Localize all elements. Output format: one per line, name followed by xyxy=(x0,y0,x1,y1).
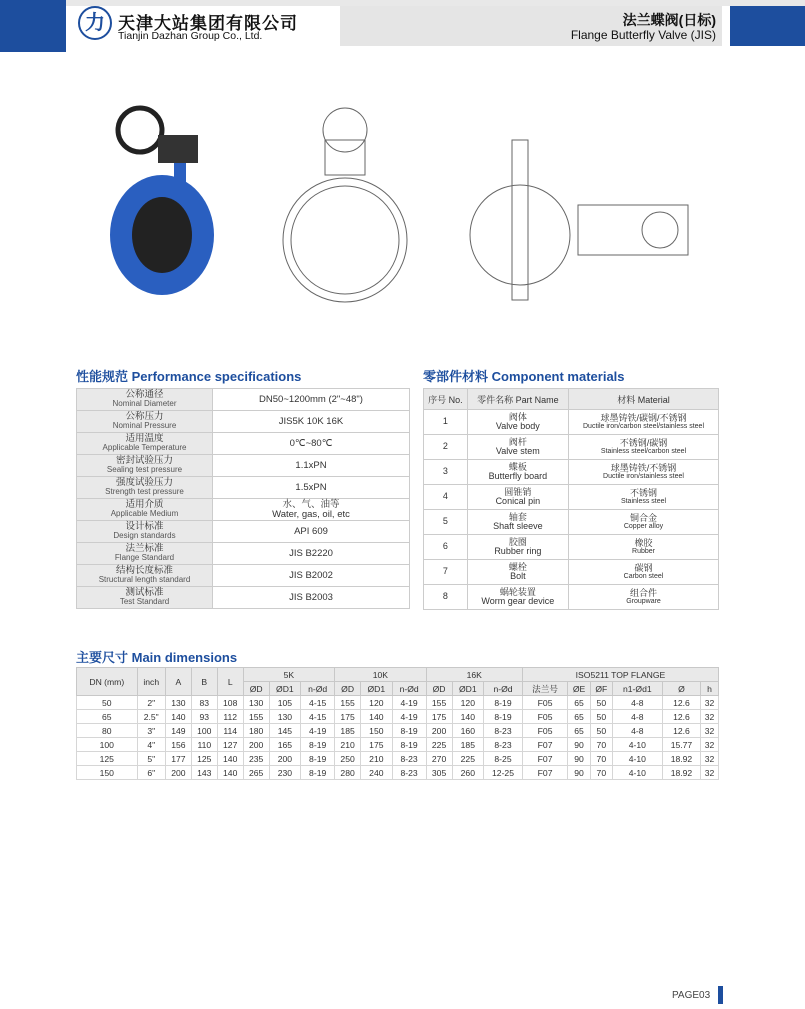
dims-cell: 150 xyxy=(361,724,393,738)
company-logo: 力 xyxy=(78,6,112,40)
perf-key xyxy=(77,433,213,455)
comp-part-cn: 阀杆 xyxy=(508,436,527,447)
dims-cell: 130 xyxy=(269,710,301,724)
perf-key-cn: 公称压力 xyxy=(125,411,164,423)
dims-cell: 114 xyxy=(217,724,243,738)
comp-part xyxy=(467,460,568,485)
comp-material-cn: 不锈钢/碳钢 xyxy=(619,437,668,448)
comp-part-en: Rubber ring xyxy=(494,546,542,556)
dims-cell: 200 xyxy=(243,738,269,752)
perf-key xyxy=(77,565,213,587)
perf-value: JIS B2220 xyxy=(213,543,410,565)
perf-row xyxy=(77,389,410,411)
comp-row xyxy=(424,510,719,535)
components-table xyxy=(423,388,719,610)
comp-part-en: Shaft sleeve xyxy=(493,521,543,531)
perf-key-cn: 适用介质 xyxy=(125,499,164,511)
dims-cell: 160 xyxy=(452,724,484,738)
dims-subheader-cell: ØD1 xyxy=(361,682,393,696)
perf-key-cn: 密封试验压力 xyxy=(115,455,173,467)
dims-cell: 8-23 xyxy=(392,752,426,766)
comp-part-cn: 轴套 xyxy=(508,511,527,522)
perf-row xyxy=(77,543,410,565)
dims-cell: 165 xyxy=(269,738,301,752)
dims-cell: 125 xyxy=(77,752,138,766)
dims-subheader-cell: 法兰号 xyxy=(522,682,567,696)
dims-cell: 130 xyxy=(165,696,191,710)
perf-row xyxy=(77,411,410,433)
dims-cell: 65 xyxy=(568,724,591,738)
dims-subheader-cell: n-Ød xyxy=(484,682,523,696)
comp-material-en: Ductile iron/carbon steel/stainless steel xyxy=(583,423,705,431)
dims-cell: 185 xyxy=(452,738,484,752)
dims-group-cell: ISO5211 TOP FLANGE xyxy=(522,668,718,682)
dims-row xyxy=(77,724,719,738)
dims-cell: 6" xyxy=(137,766,165,780)
perf-value: 0℃~80℃ xyxy=(213,433,410,455)
dims-cell: 5" xyxy=(137,752,165,766)
dims-cell: 155 xyxy=(243,710,269,724)
dims-cell: 32 xyxy=(700,766,718,780)
dims-cell: 149 xyxy=(165,724,191,738)
dims-cell: 175 xyxy=(335,710,361,724)
dims-cell: 65 xyxy=(568,696,591,710)
comp-material-en: Groupware xyxy=(626,598,661,606)
perf-key xyxy=(77,499,213,521)
dims-cell: 32 xyxy=(700,710,718,724)
dims-cell: 32 xyxy=(700,696,718,710)
dims-cell: 4" xyxy=(137,738,165,752)
perf-key-en: Applicable Temperature xyxy=(102,443,187,453)
dims-cell: F05 xyxy=(522,724,567,738)
comp-part-en: Conical pin xyxy=(495,496,541,506)
comp-part-cn: 蜗轮装置 xyxy=(499,586,536,597)
dims-cell: 140 xyxy=(217,752,243,766)
dims-cell: 250 xyxy=(335,752,361,766)
dims-cell: 4-10 xyxy=(612,766,662,780)
dims-subheader-cell: ØD xyxy=(335,682,361,696)
perf-key-en: Design standards xyxy=(113,531,176,541)
dims-cell: 235 xyxy=(243,752,269,766)
product-title-en: Flange Butterfly Valve (JIS) xyxy=(570,28,716,42)
dims-cell: 15.77 xyxy=(662,738,700,752)
comp-no: 4 xyxy=(424,485,468,510)
dims-cell: 210 xyxy=(335,738,361,752)
dims-subheader-cell: ØE xyxy=(568,682,591,696)
dims-row xyxy=(77,752,719,766)
dims-cell: 32 xyxy=(700,752,718,766)
dims-cell: 4-15 xyxy=(301,696,335,710)
dims-cell: 125 xyxy=(191,752,217,766)
dims-cell: 70 xyxy=(590,738,612,752)
dims-cell: F07 xyxy=(522,752,567,766)
dims-header-cell: DN (mm) xyxy=(77,668,138,696)
dims-header-row-1 xyxy=(77,668,719,682)
perf-row xyxy=(77,455,410,477)
dims-cell: 260 xyxy=(452,766,484,780)
product-title-box xyxy=(340,6,722,46)
comp-part-cn: 螺栓 xyxy=(508,561,527,572)
dims-cell: 32 xyxy=(700,738,718,752)
dims-cell: 70 xyxy=(590,752,612,766)
perf-row xyxy=(77,587,410,609)
dims-cell: 4-10 xyxy=(612,738,662,752)
dims-cell: 65 xyxy=(77,710,138,724)
dims-cell: 8-19 xyxy=(301,752,335,766)
comp-header-row xyxy=(424,389,719,410)
perf-key-en: Strength test pressure xyxy=(105,487,184,497)
side-view-drawing xyxy=(470,140,570,300)
comp-no: 1 xyxy=(424,410,468,435)
dims-cell: F05 xyxy=(522,710,567,724)
dims-cell: 8-23 xyxy=(484,738,523,752)
dims-cell: 110 xyxy=(191,738,217,752)
dims-cell: F05 xyxy=(522,696,567,710)
page-accent xyxy=(718,986,723,1004)
perf-value: JIS B2003 xyxy=(213,587,410,609)
dims-cell: 18.92 xyxy=(662,752,700,766)
perf-row xyxy=(77,477,410,499)
product-title-cn: 法兰蝶阀(日标) xyxy=(622,12,716,28)
dims-cell: 12-25 xyxy=(484,766,523,780)
dims-subheader-cell: h xyxy=(700,682,718,696)
dims-cell: 140 xyxy=(217,766,243,780)
main-dimensions-table xyxy=(76,667,719,780)
comp-row xyxy=(424,585,719,610)
comp-material-cn: 铜合金 xyxy=(630,512,658,523)
comp-part-en: Worm gear device xyxy=(481,596,555,606)
front-view-drawing xyxy=(283,108,407,302)
comp-material-cn: 不锈钢 xyxy=(630,487,658,498)
comp-part xyxy=(467,410,568,435)
comp-part-en: Valve stem xyxy=(495,446,540,456)
dims-cell: 4-15 xyxy=(301,710,335,724)
dims-cell: 90 xyxy=(568,766,591,780)
perf-value: JIS5K 10K 16K xyxy=(213,411,410,433)
dims-cell: 175 xyxy=(426,710,452,724)
valve-photo xyxy=(110,108,214,295)
perf-key-en: Structural length standard xyxy=(98,575,191,585)
perf-key-en: Test Standard xyxy=(119,597,170,607)
dims-cell: 180 xyxy=(243,724,269,738)
perf-value: 水、气、油等 Water, gas, oil, etc xyxy=(213,499,410,521)
dims-cell: 8-19 xyxy=(484,710,523,724)
perf-key xyxy=(77,455,213,477)
perf-key xyxy=(77,477,213,499)
dims-cell: 200 xyxy=(269,752,301,766)
dims-cell: 4-10 xyxy=(612,752,662,766)
dims-row xyxy=(77,766,719,780)
dims-cell: 90 xyxy=(568,738,591,752)
dims-cell: 8-19 xyxy=(392,738,426,752)
perf-row xyxy=(77,433,410,455)
dims-cell: 65 xyxy=(568,710,591,724)
comp-material-cn: 碳钢 xyxy=(634,562,653,573)
perf-key-cn: 结构长度标准 xyxy=(115,565,173,577)
dims-cell: 100 xyxy=(77,738,138,752)
comp-material xyxy=(569,410,719,435)
comp-header-cell: 材料 Material xyxy=(569,389,719,410)
dims-cell: 143 xyxy=(191,766,217,780)
comp-material xyxy=(569,560,719,585)
perf-key xyxy=(77,587,213,609)
dims-cell: 12.6 xyxy=(662,710,700,724)
perf-key xyxy=(77,543,213,565)
comp-row xyxy=(424,560,719,585)
comp-row xyxy=(424,460,719,485)
comp-material xyxy=(569,585,719,610)
dims-cell: 140 xyxy=(452,710,484,724)
dims-cell: 200 xyxy=(165,766,191,780)
dims-subheader-cell: n-Ød xyxy=(301,682,335,696)
comp-material-cn: 橡胶 xyxy=(634,537,653,548)
dims-header-cell: L xyxy=(217,668,243,696)
dims-cell: 8-23 xyxy=(484,724,523,738)
perf-key-cn: 设计标准 xyxy=(125,521,164,533)
performance-title: 性能规范 Performance specifications xyxy=(76,369,302,384)
comp-part-en: Valve body xyxy=(495,421,540,431)
dims-cell: 4-8 xyxy=(612,710,662,724)
components-title: 零部件材料 Component materials xyxy=(423,369,625,384)
dims-header-cell: inch xyxy=(137,668,165,696)
dims-cell: 12.6 xyxy=(662,724,700,738)
perf-key-en: Applicable Medium xyxy=(110,509,179,519)
perf-key xyxy=(77,411,213,433)
perf-key-en: Flange Standard xyxy=(114,553,175,563)
comp-material-cn: 球墨铸铁/不锈钢 xyxy=(610,462,677,473)
dims-cell: 200 xyxy=(426,724,452,738)
dims-cell: 145 xyxy=(269,724,301,738)
comp-material xyxy=(569,435,719,460)
dims-subheader-cell: Ø xyxy=(662,682,700,696)
dims-cell: 130 xyxy=(243,696,269,710)
company-name-cn: 天津大站集团有限公司 xyxy=(118,14,298,33)
perf-value: DN50~1200mm (2"~48") xyxy=(213,389,410,411)
dims-cell: 3" xyxy=(137,724,165,738)
dims-cell: 108 xyxy=(217,696,243,710)
dims-cell: 2" xyxy=(137,696,165,710)
dims-cell: 230 xyxy=(269,766,301,780)
dims-cell: 90 xyxy=(568,752,591,766)
comp-part-cn: 阀体 xyxy=(508,411,527,422)
dims-cell: 4-8 xyxy=(612,696,662,710)
dims-cell: 32 xyxy=(700,724,718,738)
dims-group-cell: 10K xyxy=(335,668,426,682)
perf-value: 1.1xPN xyxy=(213,455,410,477)
perf-value: 1.5xPN xyxy=(213,477,410,499)
comp-part xyxy=(467,585,568,610)
dims-cell: 185 xyxy=(335,724,361,738)
company-name-en: Tianjin Dazhan Group Co., Ltd. xyxy=(118,30,263,42)
dims-cell: 210 xyxy=(361,752,393,766)
dims-cell: 140 xyxy=(361,710,393,724)
dims-cell: 225 xyxy=(452,752,484,766)
dims-cell: 12.6 xyxy=(662,696,700,710)
comp-part-en: Bolt xyxy=(510,571,526,581)
dims-cell: 50 xyxy=(590,710,612,724)
comp-no: 2 xyxy=(424,435,468,460)
dims-cell: 175 xyxy=(361,738,393,752)
dims-cell: 83 xyxy=(191,696,217,710)
main-dimensions-title: 主要尺寸 Main dimensions xyxy=(76,650,238,665)
comp-no: 7 xyxy=(424,560,468,585)
dims-cell: 155 xyxy=(335,696,361,710)
perf-row xyxy=(77,521,410,543)
dims-cell: 100 xyxy=(191,724,217,738)
dims-cell: 50 xyxy=(590,696,612,710)
dims-cell: 140 xyxy=(165,710,191,724)
dims-cell: F07 xyxy=(522,766,567,780)
dims-subheader-cell: ØD1 xyxy=(269,682,301,696)
comp-no: 5 xyxy=(424,510,468,535)
dims-subheader-cell: ØD xyxy=(426,682,452,696)
comp-material-cn: 球墨铸铁/碳钢/不锈钢 xyxy=(600,412,687,423)
dims-group-cell: 5K xyxy=(243,668,334,682)
comp-header-cell: 序号 No. xyxy=(424,389,468,410)
header-accent-left xyxy=(0,0,66,52)
dims-cell: 50 xyxy=(77,696,138,710)
comp-material-en: Stainless steel/carbon steel xyxy=(600,448,687,456)
perf-key-cn: 适用温度 xyxy=(125,433,164,445)
dims-row xyxy=(77,738,719,752)
perf-value: API 609 xyxy=(213,521,410,543)
comp-row xyxy=(424,535,719,560)
dims-cell: 105 xyxy=(269,696,301,710)
dims-cell: 4-19 xyxy=(392,710,426,724)
dims-cell: 265 xyxy=(243,766,269,780)
dims-cell: 156 xyxy=(165,738,191,752)
dims-row xyxy=(77,710,719,724)
comp-part xyxy=(467,535,568,560)
comp-row xyxy=(424,435,719,460)
dims-cell: 8-19 xyxy=(484,696,523,710)
dims-cell: 8-23 xyxy=(392,766,426,780)
comp-no: 3 xyxy=(424,460,468,485)
comp-row xyxy=(424,410,719,435)
comp-material-en: Ductile iron/stainless steel xyxy=(603,473,684,481)
comp-part-cn: 胶圈 xyxy=(508,536,527,547)
dims-cell: 112 xyxy=(217,710,243,724)
comp-part xyxy=(467,485,568,510)
dims-subheader-cell: ØF xyxy=(590,682,612,696)
perf-row xyxy=(77,499,410,521)
comp-no: 6 xyxy=(424,535,468,560)
perf-value: JIS B2002 xyxy=(213,565,410,587)
dims-cell: 70 xyxy=(590,766,612,780)
comp-part-cn: 圆锥销 xyxy=(504,486,532,497)
comp-no: 8 xyxy=(424,585,468,610)
perf-key-en: Nominal Diameter xyxy=(112,399,177,409)
comp-row xyxy=(424,485,719,510)
dims-cell: 8-25 xyxy=(484,752,523,766)
dims-header-cell: A xyxy=(165,668,191,696)
comp-material-en: Copper alloy xyxy=(623,523,664,531)
dims-cell: 93 xyxy=(191,710,217,724)
perf-key-cn: 测试标准 xyxy=(125,587,164,599)
dims-cell: 2.5" xyxy=(137,710,165,724)
comp-material-en: Stainless steel xyxy=(620,498,667,506)
perf-key-cn: 强度试验压力 xyxy=(115,477,173,489)
comp-part xyxy=(467,435,568,460)
dims-cell: 240 xyxy=(361,766,393,780)
comp-part xyxy=(467,510,568,535)
dims-subheader-cell: ØD xyxy=(243,682,269,696)
comp-material-en: Rubber xyxy=(632,548,655,556)
comp-part-en: Butterfly board xyxy=(488,471,548,481)
comp-material-en: Carbon steel xyxy=(623,573,664,581)
perf-key xyxy=(77,521,213,543)
dims-cell: 120 xyxy=(361,696,393,710)
dims-cell: 4-19 xyxy=(392,696,426,710)
performance-table xyxy=(76,388,410,609)
dims-cell: 177 xyxy=(165,752,191,766)
comp-material xyxy=(569,535,719,560)
page-number: PAGE03 xyxy=(672,990,711,1001)
dims-cell: 280 xyxy=(335,766,361,780)
top-view-drawing xyxy=(578,205,688,255)
comp-part xyxy=(467,560,568,585)
comp-material xyxy=(569,510,719,535)
dims-cell: 18.92 xyxy=(662,766,700,780)
perf-key-en: Nominal Pressure xyxy=(112,421,177,431)
perf-row xyxy=(77,565,410,587)
dims-cell: 8-19 xyxy=(392,724,426,738)
valve-drawings xyxy=(100,85,700,310)
header-accent-right xyxy=(730,6,805,46)
perf-key-cn: 公称通径 xyxy=(125,389,164,401)
dims-cell: 80 xyxy=(77,724,138,738)
dims-cell: 155 xyxy=(426,696,452,710)
dims-cell: 225 xyxy=(426,738,452,752)
dims-header-cell: B xyxy=(191,668,217,696)
dims-subheader-cell: n-Ød xyxy=(392,682,426,696)
dims-subheader-cell: n1-Ød1 xyxy=(612,682,662,696)
dims-cell: F07 xyxy=(522,738,567,752)
dims-group-cell: 16K xyxy=(426,668,522,682)
perf-key-en: Sealing test pressure xyxy=(106,465,183,475)
comp-header-cell: 零件名称 Part Name xyxy=(467,389,568,410)
dims-cell: 127 xyxy=(217,738,243,752)
dims-cell: 150 xyxy=(77,766,138,780)
dims-cell: 4-19 xyxy=(301,724,335,738)
comp-material xyxy=(569,460,719,485)
dims-cell: 270 xyxy=(426,752,452,766)
dims-cell: 8-19 xyxy=(301,766,335,780)
dims-subheader-cell: ØD1 xyxy=(452,682,484,696)
dims-cell: 305 xyxy=(426,766,452,780)
comp-part-cn: 蝶板 xyxy=(508,461,527,472)
dims-row xyxy=(77,696,719,710)
comp-material-cn: 组合件 xyxy=(630,587,658,598)
comp-material xyxy=(569,485,719,510)
dims-cell: 8-19 xyxy=(301,738,335,752)
dims-cell: 120 xyxy=(452,696,484,710)
perf-key-cn: 法兰标准 xyxy=(125,543,164,555)
dims-cell: 50 xyxy=(590,724,612,738)
perf-key xyxy=(77,389,213,411)
dims-cell: 4-8 xyxy=(612,724,662,738)
